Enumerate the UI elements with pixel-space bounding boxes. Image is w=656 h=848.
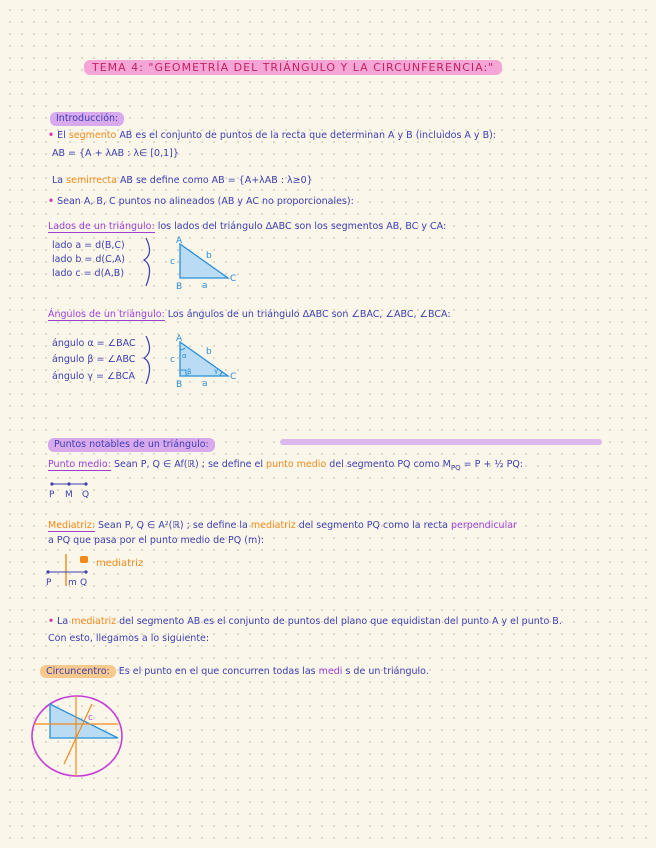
angles-item-3-text: ángulo γ = ∠BCA [52,371,135,382]
circ-b: s de un triángulo. [345,666,429,677]
angles-triangle-figure [140,332,250,392]
midpoint-b: del segmento PQ como M [329,459,451,470]
mediatriz-a: Sean P, Q ∈ A²(ℝ) ; se define la [98,520,248,531]
intro-line-3-a: La [52,175,64,186]
mediatriz-b: del segmento PQ como la recta [298,520,448,531]
vertex-a-label: A [176,236,183,246]
gamma-label: γ [214,367,219,375]
midpoint-line [48,459,523,474]
bullet: • [48,616,55,627]
section-divider [280,439,602,445]
sides-item-2 [52,254,125,266]
side-b-label: b [206,251,212,261]
intro-line-1-b: AB es el conjunto de puntos de la recta que determinan A y B (incluidos A y B): [119,130,497,141]
side-c-label: c [170,355,175,365]
vertex-c-label: C [230,274,237,284]
circ-a: Es el punto en el que concurren todas las [118,666,316,677]
vertex-b-label: B [176,380,183,390]
point-m-label: M [65,490,73,500]
intro-line-2-text: AB = {A + λAB : λ∈ [0,1]} [52,148,179,159]
property-b: del segmento AB es el conjunto de puntos del plano que equidistan del punto A y el punto B. [119,616,562,627]
sides-triangle-figure [140,234,250,294]
vertex-b-label: B [176,282,183,292]
intro-line-4 [48,196,354,208]
side-b-label: b [206,347,212,357]
sides-item-1 [52,240,125,252]
property-line-2 [48,633,209,645]
circ-label: Circuncentro: [40,665,116,678]
sides-line [48,221,446,233]
brace-icon [144,238,150,286]
property-line-2-text: Con esto, llegamos a lo siguiente: [48,633,210,644]
intro-heading [50,112,124,126]
sides-item-3 [52,268,124,280]
term-mediatrices: medi [318,666,343,677]
intro-line-1 [48,130,496,142]
notable-heading [48,438,215,452]
term-semirrecta: semirrecta [66,175,117,186]
term-mediatriz: mediatriz [250,520,296,531]
angles-line [48,309,451,321]
label-tag-icon [80,556,88,563]
alpha-label: α [182,352,187,360]
side-a-label: a [202,281,208,291]
angles-heading: Ángulos de un triángulo: [48,309,165,320]
triangle-shape [180,244,228,278]
point-q-label: Q [80,578,88,588]
property-line-1 [48,616,562,628]
circumcenter-figure [30,694,126,780]
point-p-dot [50,482,53,485]
mediatriz-label: Mediatriz: [48,520,95,531]
mediatriz-figure [46,552,166,592]
sides-item-3-text: lado c = d(A,B) [52,268,125,279]
circ-line [40,666,429,678]
side-a-label: a [202,379,208,389]
term-punto-medio: punto medio [266,459,327,470]
point-p-dot [46,570,49,573]
term-mediatriz-2: mediatriz [71,616,117,627]
property-a: La [57,616,69,627]
angles-item-3 [52,371,135,383]
sides-item-2-text: lado b = d(C,A) [52,254,125,265]
angles-desc: Los ángulos de un triángulo ΔABC son ∠BAC, ∠ABC, ∠BCA: [167,309,451,320]
vertex-a-label: A [176,334,183,344]
bullet: • [48,130,55,141]
midpoint-c: = P + ½ PQ: [463,459,523,470]
intro-line-3 [52,175,313,187]
mediatriz-line-2-text: a PQ que pasa por el punto medio de PQ (m): [48,535,265,546]
intro-line-2 [52,148,179,160]
term-perpendicular: perpendicular [450,520,517,531]
mediatriz-line-1 [48,520,517,532]
mediatriz-line-2 [48,535,264,547]
point-q-label: Q [82,490,90,500]
page-title-text: TEMA 4: "GEOMETRÍA DEL TRIÁNGULO Y LA CIRCUNFERENCIA:" [92,61,495,74]
page-title [84,60,502,75]
angles-item-1-text: ángulo α = ∠BAC [52,338,136,349]
vertex-c-label: C [230,372,237,382]
point-p-label: P [46,578,52,588]
intro-line-4-text: Sean A, B, C puntos no alineados (AB y AC no proporcionales): [57,196,354,207]
angles-item-2 [52,354,135,366]
point-q-dot [84,570,87,573]
bullet: • [48,196,55,207]
intro-line-1-a: El [57,130,66,141]
point-m-label: m [68,578,77,588]
sides-item-1-text: lado a = d(B,C) [52,240,125,251]
beta-label: β [187,368,192,376]
midpoint-figure [48,478,98,500]
angles-item-2-text: ángulo β = ∠ABC [52,354,136,365]
term-segmento: segmento [68,130,117,141]
angles-item-1 [52,338,136,350]
brace-icon [144,336,150,384]
sides-desc: los lados del triángulo ΔABC son los segmentos AB, BC y CA: [157,221,447,232]
intro-heading-text: Introducción: [56,113,119,124]
midpoint-label: Punto medio: [48,459,111,470]
point-p-label: P [49,490,55,500]
mediatriz-fig-label: mediatriz [96,558,144,569]
notable-heading-text: Puntos notables de un triángulo: [54,439,209,450]
circumcenter-label: c [88,713,93,723]
point-m-dot [67,482,70,485]
intro-line-3-b: AB se define como AB = {A+λAB : λ≥0} [119,175,313,186]
sides-heading: Lados de un triángulo: [48,221,155,232]
midpoint-sub: PQ [450,463,461,472]
midpoint-a: Sean P, Q ∈ Af(ℝ) ; se define el [113,459,264,470]
point-q-dot [84,482,87,485]
side-c-label: c [170,257,175,267]
